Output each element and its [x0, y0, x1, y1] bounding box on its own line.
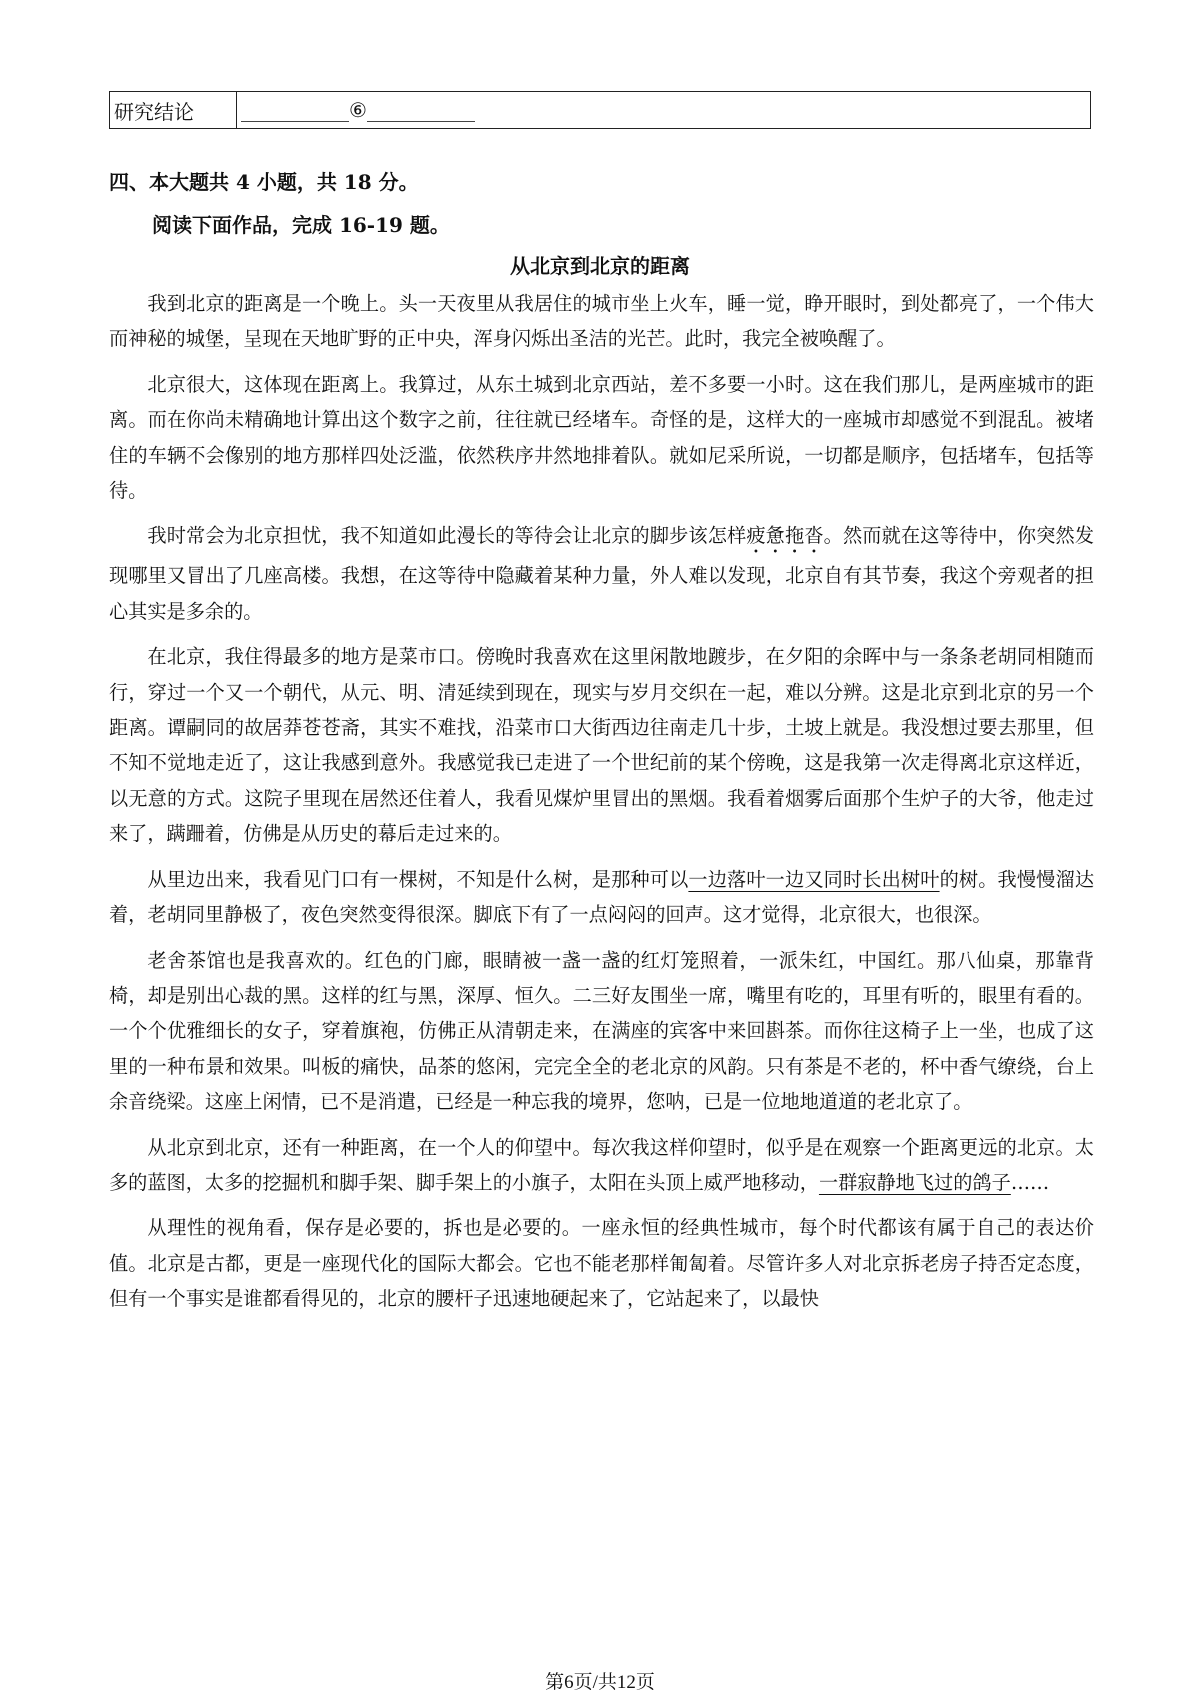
paragraph-6: 老舍茶馆也是我喜欢的。红色的门廊，眼睛被一盏一盏的红灯笼照着，一派朱红，中国红。那八仙桌，那靠背椅，却是别出心裁的黑。这样的红与黑，深厚、恒久。二三好友围坐一席，嘴里有吃的，耳里有听的，眼里有看的。一个个优雅细长的女子，穿着旗袍，仿佛正从清朝走来，在满座的宾客中来回斟茶。而你往这椅子上一坐，也成了这里的一种布景和效果。叫板的痛快，品茶的悠闲，完完全全的老北京的风韵。只有茶是不老的，杯中香气缭绕，台上余音绕梁。这座上闲情，已不是消遣，已经是一种忘我的境界，您呐，已是一位地地道道的老北京了。 — [109, 948, 1094, 1114]
paragraph-1: 我到北京的距离是一个晚上。头一天夜里从我居住的城市坐上火车，睡一觉，睁开眼时，到处都亮了，一个伟大而神秘的城堡，呈现在天地旷野的正中央，浑身闪烁出圣洁的光芒。此时，我完全被唤醒了。 — [109, 292, 1094, 351]
paragraph-7-text-a: 从北京到北京，还有一种距离，在一个人的仰望中。每次我这样仰望时，似乎是在观察一个距离更远的北京。太多的蓝图，太多的挖掘机和脚手架、脚手架上的小旗子，太阳在头顶上威严地移动， — [109, 1135, 1094, 1194]
paragraph-7-text-b: …… — [1010, 1170, 1050, 1194]
paragraph-2: 北京很大，这体现在距离上。我算过，从东土城到北京西站，差不多要一小时。这在我们那儿，是两座城市的距离。而在你尚未精确地计算出这个数字之前，往往就已经堵车。奇怪的是，这样大的一座城市却感觉不到混乱。被堵住的车辆不会像别的地方那样四处泛滥，依然秩序井然地排着队。就如尼采所说，一切都是顺序，包括堵车，包括等待。 — [109, 372, 1094, 503]
underlined-phrase-tree: 一边落叶一边又同时长出树叶 — [688, 867, 940, 891]
dotted-phrase: 疲惫拖沓 — [746, 524, 824, 548]
page-footer: 第6页/共12页 — [545, 1672, 655, 1693]
reading-instruction: 阅读下面作品，完成 16-19 题。 — [152, 213, 450, 237]
paragraph-3 — [109, 518, 1094, 629]
section-heading: 四、本大题共 4 小题，共 18 分。 — [109, 170, 419, 194]
paragraph-8: 从理性的视角看，保存是必要的，拆也是必要的。一座永恒的经典性城市，每个时代都该有属于自己的表达价值。北京是古都，更是一座现代化的国际大都会。它也不能老那样匍匐着。尽管许多人对北京拆老房子持否定态度，但有一个事实是谁都看得见的，北京的腰杆子迅速地硬起来了，它站起来了，以最快 — [109, 1216, 1094, 1311]
paragraph-5-text-b: 的树。我慢慢溜达着，老胡同里静极了，夜色突然变得很深。脚底下有了一点闷闷的回声。这才觉得，北京很大，也很深。 — [109, 867, 1095, 927]
blank-line-right — [367, 99, 475, 122]
paragraph-4: 在北京，我住得最多的地方是菜市口。傍晚时我喜欢在这里闲散地踱步，在夕阳的余晖中与一条条老胡同相随而行，穿过一个又一个朝代，从元、明、清延续到现在，现实与岁月交织在一起，难以分辨。这是北京到北京的另一个距离。谭嗣同的故居莽苍苍斋，其实不难找，沿菜市口大街西边往南走几十步，土坡上就是。我没想过要去那里，但不知不觉地走近了，这让我感到意外。我感觉我已走进了一个世纪前的某个傍晚，这是我第一次走得离北京这样近，以无意的方式。这院子里现在居然还住着人，我看见煤炉里冒出的黑烟。我看着烟雾后面那个生炉子的大爷，他走过来了，蹒跚着，仿佛是从历史的幕后走过来的。 — [109, 645, 1094, 846]
article-body — [109, 286, 1094, 1327]
paragraph-7 — [109, 1130, 1094, 1201]
paragraph-3-text-a: 我时常会为北京担忧，我不知道如此漫长的等待会让北京的脚步该怎样 — [147, 524, 747, 548]
article-title: 从北京到北京的距离 — [510, 254, 690, 278]
answer-blank-cell — [237, 92, 1091, 129]
blank-line-left — [241, 99, 349, 122]
paragraph-3-text-b: 。然而就在这等待中，你突然发现哪里又冒出了几座高楼。我想，在这等待中隐藏着某种力量，外人难以发现，北京自有其节奏，我这个旁观者的担心其实是多余的。 — [109, 524, 1095, 623]
underlined-phrase-pigeons: 一群寂静地飞过的鸽子 — [818, 1170, 1011, 1194]
table-row — [110, 92, 1091, 129]
paragraph-5 — [109, 862, 1094, 933]
research-table — [109, 91, 1091, 129]
blank-number: ⑥ — [349, 98, 367, 122]
research-conclusion-label: 研究结论 — [110, 92, 237, 129]
paragraph-5-text-a: 从里边出来，我看见门口有一棵树，不知是什么树，是那种可以 — [147, 867, 689, 891]
